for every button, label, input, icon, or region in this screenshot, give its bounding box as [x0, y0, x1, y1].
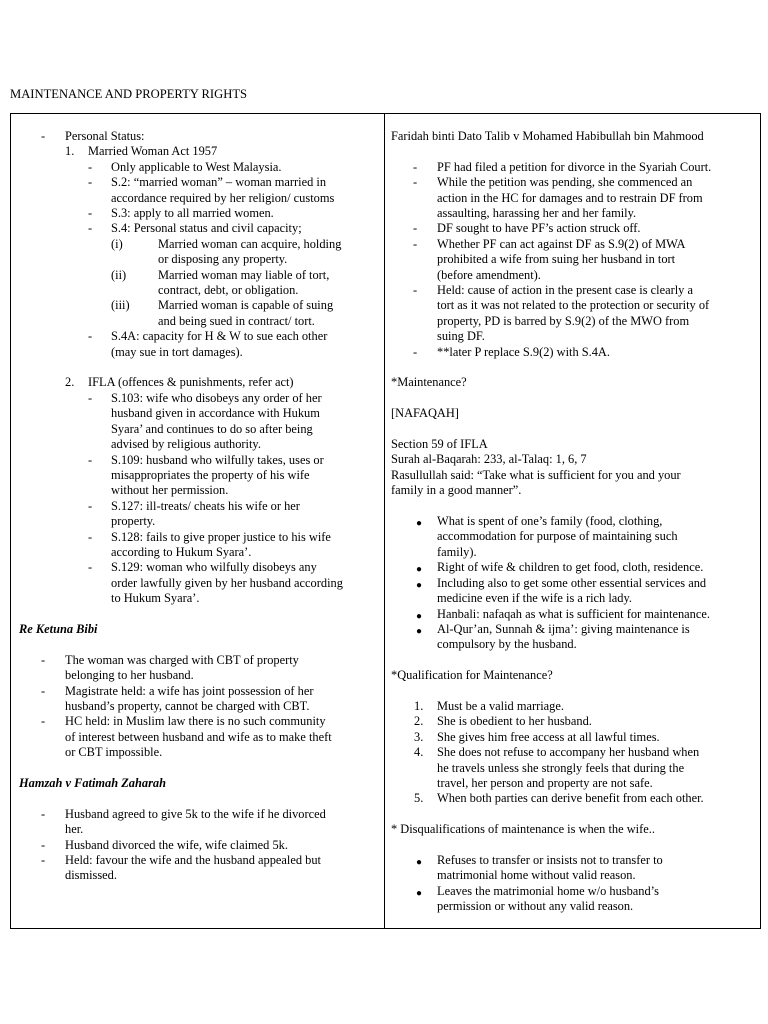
case-item — [391, 237, 755, 283]
roman-number: (i) — [111, 236, 123, 251]
ifla-item-line — [19, 483, 379, 498]
list-number: 1. — [65, 144, 75, 159]
case-item-text: tort as it was not related to the protection or security of — [437, 298, 710, 313]
disqualification-bullet — [391, 853, 755, 884]
mwa-item-line — [19, 175, 379, 190]
dash-marker: - — [41, 714, 46, 729]
maintenance-bullet — [391, 576, 755, 607]
case-item-line — [19, 714, 379, 729]
mwa-item-text: Only applicable to West Malaysia. — [111, 159, 282, 174]
dash-marker: - — [88, 560, 93, 575]
case-item-text: HC held: in Muslim law there is no such community — [65, 714, 326, 729]
case-item-line — [391, 160, 755, 175]
case-item-line — [391, 252, 755, 267]
bullet-icon: ● — [416, 564, 423, 576]
qualification-item-text: She gives him free access at all lawful times. — [437, 729, 660, 744]
mwa-item-text: S.2: “married woman” – woman married in — [111, 175, 327, 190]
dash-marker: - — [88, 498, 93, 513]
ifla-item-line — [19, 499, 379, 514]
spacer — [391, 144, 755, 159]
s4-subitem-line — [19, 314, 379, 329]
maintenance-bullet — [391, 560, 755, 575]
s4-subitem-text: or disposing any property. — [158, 252, 288, 267]
mwa-item — [19, 221, 379, 236]
maintenance-bullet-line — [391, 622, 755, 637]
spacer — [391, 499, 755, 514]
case-item-text: suing DF. — [437, 329, 485, 344]
case-item-line — [391, 283, 755, 298]
qualification-item-line — [391, 730, 755, 745]
dash-marker: - — [88, 390, 93, 405]
case-item-line — [19, 807, 379, 822]
s4-subitem-text: Married woman can acquire, holding — [158, 236, 342, 251]
dash-marker: - — [88, 329, 93, 344]
disqualification-bullet-line — [391, 899, 755, 914]
maintenance-bullet — [391, 514, 755, 560]
case-item-text: Held: favour the wife and the husband appealed but — [65, 853, 321, 868]
qualification-item-line — [391, 761, 755, 776]
case-item — [391, 175, 755, 221]
ifla-item-line — [19, 545, 379, 560]
case-item-text: or CBT impossible. — [65, 745, 163, 760]
bullet-icon: ● — [416, 625, 423, 637]
maintenance-bullet-line — [391, 607, 755, 622]
spacer — [391, 684, 755, 699]
hadith-quote: Rasullullah said: “Take what is sufficient for you and your — [391, 467, 681, 482]
maintenance-bullet-text: What is spent of one’s family (food, clothing, — [437, 514, 663, 529]
maintenance-bullet-text: Including also to get some other essential services and — [437, 575, 707, 590]
maintenance-bullet-text: compulsory by the husband. — [437, 637, 577, 652]
dash-marker: - — [88, 159, 93, 174]
list-number: 2. — [65, 375, 75, 390]
case-item — [19, 838, 379, 853]
ifla-item-line — [19, 406, 379, 421]
maintenance-bullet — [391, 622, 755, 653]
case-item-text: Husband agreed to give 5k to the wife if he divorced — [65, 806, 326, 821]
s4a-item-line — [19, 345, 379, 360]
dash-marker: - — [413, 283, 418, 298]
disqualification-bullet-line — [391, 853, 755, 868]
s4-subitem-text: and being sued in contract/ tort. — [158, 313, 315, 328]
ifla-item-line — [19, 576, 379, 591]
qualification-item-text: She is obedient to her husband. — [437, 714, 592, 729]
ifla-item-text: without her permission. — [111, 483, 229, 498]
ifla-item — [19, 453, 379, 499]
s4a-item-text: (may sue in tort damages). — [111, 344, 243, 359]
case-item-line — [391, 221, 755, 236]
disqualification-bullet-text: matrimonial home without valid reason. — [437, 868, 636, 883]
surah-reference: Surah al-Baqarah: 233, al-Talaq: 1, 6, 7 — [391, 452, 587, 467]
disqualification-bullet — [391, 884, 755, 915]
maintenance-bullet-text: Al-Qur’an, Sunnah & ijma’: giving maintenance is — [437, 621, 690, 636]
case-item-line — [391, 345, 755, 360]
case-item-line — [391, 175, 755, 190]
ifla-item — [19, 391, 379, 453]
spacer — [391, 653, 755, 668]
dash-marker: - — [413, 344, 418, 359]
ifla-item-line — [19, 591, 379, 606]
ifla-item-line — [19, 514, 379, 529]
dash-marker: - — [413, 221, 418, 236]
dash-marker: - — [41, 806, 46, 821]
s4a-item-text: S.4A: capacity for H & W to sue each other — [111, 329, 328, 344]
roman-number: (ii) — [111, 267, 127, 282]
qualification-item-line — [391, 776, 755, 791]
ifla-item-line — [19, 530, 379, 545]
bullet-icon: ● — [416, 579, 423, 591]
case-item-text: Husband divorced the wife, wife claimed 5k. — [65, 837, 288, 852]
qualification-item-line — [391, 699, 755, 714]
spacer — [391, 360, 755, 375]
disqualification-bullet-text: Refuses to transfer or insists not to transfer to — [437, 852, 663, 867]
case-item-line — [391, 298, 755, 313]
case-item-line — [19, 853, 379, 868]
case-item — [19, 653, 379, 684]
maintenance-bullet-line — [391, 529, 755, 544]
dash-marker: - — [413, 175, 418, 190]
maintenance-bullet-text: Right of wife & children to get food, cloth, residence. — [437, 560, 704, 575]
bullet-icon: ● — [416, 610, 423, 622]
dash-marker: - — [413, 159, 418, 174]
personal-status-label: Personal Status: — [65, 129, 145, 143]
qualification-item — [391, 791, 755, 806]
mwa-item-line — [19, 160, 379, 175]
ifla-item — [19, 499, 379, 530]
ifla-item-line — [19, 468, 379, 483]
dash-marker: - — [41, 652, 46, 667]
dash-marker: - — [41, 853, 46, 868]
qualification-item-line — [391, 791, 755, 806]
case-item — [391, 160, 755, 175]
mwa-item — [19, 160, 379, 175]
case-item-text: Held: cause of action in the present case is clearly a — [437, 283, 693, 298]
s4-subitem — [19, 268, 379, 299]
s4-subitem — [19, 237, 379, 268]
section-59: Section 59 of IFLA — [391, 437, 488, 452]
case-item-text: action in the HC for damages and to restrain DF from — [437, 190, 703, 205]
ifla-item — [19, 560, 379, 606]
mwa-item — [19, 175, 379, 206]
disqualification-bullet-line — [391, 884, 755, 899]
maintenance-question: *Maintenance? — [391, 375, 467, 390]
mwa-item-text: S.4: Personal status and civil capacity; — [111, 221, 302, 236]
qualification-item — [391, 699, 755, 714]
s4-subitem-line — [19, 237, 379, 252]
bullet-icon: ● — [416, 518, 423, 530]
maintenance-bullet-text: accommodation for purpose of maintaining such — [437, 529, 678, 544]
ifla-item-text: Syara’ and continues to do so after being — [111, 421, 313, 436]
s4-subitem-text: Married woman may liable of tort, — [158, 267, 330, 282]
case-item-line — [391, 268, 755, 283]
maintenance-bullet-line — [391, 637, 755, 652]
s4-subitem — [19, 298, 379, 329]
case-item-text: The woman was charged with CBT of property — [65, 652, 299, 667]
list-number: 5. — [414, 791, 424, 806]
case-item-text: prohibited a wife from suing her husband in tort — [437, 252, 676, 267]
spacer — [391, 807, 755, 822]
case-item-text: belonging to her husband. — [65, 668, 194, 683]
qualification-item-text: Must be a valid marriage. — [437, 698, 564, 713]
list-number: 2. — [414, 714, 424, 729]
mwa-item-line — [19, 191, 379, 206]
qualification-item-text: When both parties can derive benefit from each other. — [437, 791, 704, 806]
ifla-item — [19, 530, 379, 561]
maintenance-bullet-text: medicine even if the wife is a rich lady. — [437, 591, 632, 606]
ifla-item-text: S.127: ill-treats/ cheats his wife or her — [111, 498, 300, 513]
maintenance-bullet-text: Hanbali: nafaqah as what is sufficient for maintenance. — [437, 606, 710, 621]
case-item — [19, 807, 379, 838]
qualification-item-text: he travels unless she strongly feels that during the — [437, 760, 685, 775]
disqualification-bullet-text: permission or without any valid reason. — [437, 899, 634, 914]
spacer — [19, 791, 379, 806]
ifla-item-text: property. — [111, 514, 156, 529]
case-item-text: While the petition was pending, she commenced an — [437, 175, 693, 190]
mwa-item-line — [19, 206, 379, 221]
spacer — [19, 637, 379, 652]
case-item-line — [391, 237, 755, 252]
case-item-line — [391, 329, 755, 344]
case-item-text: Whether PF can act against DF as S.9(2) of MWA — [437, 236, 686, 251]
case-item-line — [19, 868, 379, 883]
ifla-item-text: order lawfully given by her husband according — [111, 575, 343, 590]
case-item-line — [19, 699, 379, 714]
qualification-question: *Qualification for Maintenance? — [391, 668, 553, 683]
s4-subitem-text: contract, debt, or obligation. — [158, 283, 299, 298]
case-item-text: property, PD is barred by S.9(2) of the MWO from — [437, 313, 690, 328]
ifla-item-text: S.128: fails to give proper justice to his wife — [111, 529, 331, 544]
maintenance-bullet-text: family). — [437, 544, 477, 559]
ifla-heading — [19, 375, 379, 390]
s4-subitem-line — [19, 252, 379, 267]
s4-subitem-line — [19, 268, 379, 283]
ifla-item-line — [19, 391, 379, 406]
qualification-item — [391, 730, 755, 745]
qualification-item — [391, 745, 755, 791]
qualification-item-text: She does not refuse to accompany her husband when — [437, 745, 700, 760]
ifla-item-line — [19, 560, 379, 575]
spacer — [19, 607, 379, 622]
case-item-line — [19, 838, 379, 853]
case-item-text: assaulting, harassing her and her family. — [437, 206, 637, 221]
dash-marker: - — [41, 683, 46, 698]
roman-number: (iii) — [111, 298, 130, 313]
spacer — [391, 422, 755, 437]
case-item-text: PF had filed a petition for divorce in the Syariah Court. — [437, 159, 712, 174]
case-item-text: her. — [65, 822, 84, 837]
ifla-item-line — [19, 422, 379, 437]
case-item-text: Magistrate held: a wife has joint possession of her — [65, 683, 314, 698]
maintenance-bullet — [391, 607, 755, 622]
spacer — [19, 360, 379, 375]
case-item-line — [391, 314, 755, 329]
qualification-item — [391, 714, 755, 729]
dash-marker: - — [88, 175, 93, 190]
ifla-item-text: S.129: woman who wilfully disobeys any — [111, 560, 317, 575]
case-item — [391, 345, 755, 360]
mwa-item-line — [19, 221, 379, 236]
case-item-text: husband’s property, cannot be charged with CBT. — [65, 698, 310, 713]
mwa-item — [19, 206, 379, 221]
case-item-line — [19, 822, 379, 837]
disqualification-bullet-text: Leaves the matrimonial home w/o husband’s — [437, 883, 659, 898]
left-column — [19, 129, 379, 884]
qualification-item-line — [391, 745, 755, 760]
notes-table — [10, 113, 761, 929]
case-item-line — [19, 745, 379, 760]
list-number: 3. — [414, 729, 424, 744]
s4a-item — [19, 329, 379, 360]
ifla-item-text: according to Hukum Syara’. — [111, 544, 252, 559]
s4-subitem-line — [19, 283, 379, 298]
case-item — [391, 283, 755, 345]
maintenance-bullet-line — [391, 560, 755, 575]
ifla-item-text: S.109: husband who wilfully takes, uses or — [111, 452, 324, 467]
mwa-label: Married Woman Act 1957 — [88, 144, 218, 159]
spacer — [391, 391, 755, 406]
case-item-text: dismissed. — [65, 868, 117, 883]
dash-marker: - — [88, 221, 93, 236]
ifla-item-text: to Hukum Syara’. — [111, 591, 200, 606]
dash-marker: - — [88, 206, 93, 221]
maintenance-bullet-line — [391, 514, 755, 529]
case-item-line — [391, 191, 755, 206]
mwa-item-text: accordance required by her religion/ customs — [111, 190, 335, 205]
case-item-line — [19, 684, 379, 699]
case-item-line — [19, 653, 379, 668]
case-item-line — [19, 730, 379, 745]
list-number: 4. — [414, 745, 424, 760]
maintenance-bullet-line — [391, 545, 755, 560]
dash-marker: - — [41, 837, 46, 852]
ifla-item-text: S.103: wife who disobeys any order of her — [111, 390, 322, 405]
spacer — [391, 838, 755, 853]
disqualification-bullet-line — [391, 868, 755, 883]
ifla-item-text: misappropriates the property of his wife — [111, 467, 310, 482]
mwa-heading — [19, 144, 379, 159]
case-title-hamzah: Hamzah v Fatimah Zaharah — [19, 776, 166, 790]
mwa-item-text: S.3: apply to all married women. — [111, 206, 274, 221]
maintenance-bullet-line — [391, 591, 755, 606]
spacer — [19, 761, 379, 776]
case-item-text: of interest between husband and wife as to make theft — [65, 729, 332, 744]
nafaqah-label: [NAFAQAH] — [391, 406, 459, 421]
maintenance-bullet-line — [391, 576, 755, 591]
personal-status — [19, 129, 379, 144]
case-item — [19, 714, 379, 760]
ifla-item-line — [19, 437, 379, 452]
s4-subitem-text: Married woman is capable of suing — [158, 298, 334, 313]
bullet-icon: ● — [416, 887, 423, 899]
case-item — [19, 684, 379, 715]
column-divider — [384, 114, 385, 928]
dash-marker: - — [88, 529, 93, 544]
ifla-label: IFLA (offences & punishments, refer act) — [88, 375, 294, 390]
bullet-icon: ● — [416, 856, 423, 868]
qualification-item-line — [391, 714, 755, 729]
case-item-line — [391, 206, 755, 221]
disqualification-heading: * Disqualifications of maintenance is when the wife.. — [391, 822, 655, 837]
page-title: MAINTENANCE AND PROPERTY RIGHTS — [10, 87, 248, 101]
list-number: 1. — [414, 698, 424, 713]
dash-marker: - — [413, 236, 418, 251]
s4a-item-line — [19, 329, 379, 344]
ifla-item-text: advised by religious authority. — [111, 437, 261, 452]
ifla-item-line — [19, 453, 379, 468]
case-title-faridah: Faridah binti Dato Talib v Mohamed Habibullah bin Mahmood — [391, 129, 704, 143]
s4-subitem-line — [19, 298, 379, 313]
ifla-item-text: husband given in accordance with Hukum — [111, 406, 320, 421]
dash-marker: - — [88, 452, 93, 467]
right-column — [391, 129, 755, 915]
hadith-quote: family in a good manner”. — [391, 483, 522, 498]
case-title-ketuna-bibi: Re Ketuna Bibi — [19, 621, 98, 636]
qualification-item-text: travel, her person and property are not safe. — [437, 775, 653, 790]
case-item — [391, 221, 755, 236]
case-item-text: **later P replace S.9(2) with S.4A. — [437, 344, 610, 359]
case-item-text: (before amendment). — [437, 267, 541, 282]
case-item — [19, 853, 379, 884]
case-item-text: DF sought to have PF’s action struck off. — [437, 221, 641, 236]
case-item-line — [19, 668, 379, 683]
dash-marker: - — [41, 129, 46, 143]
